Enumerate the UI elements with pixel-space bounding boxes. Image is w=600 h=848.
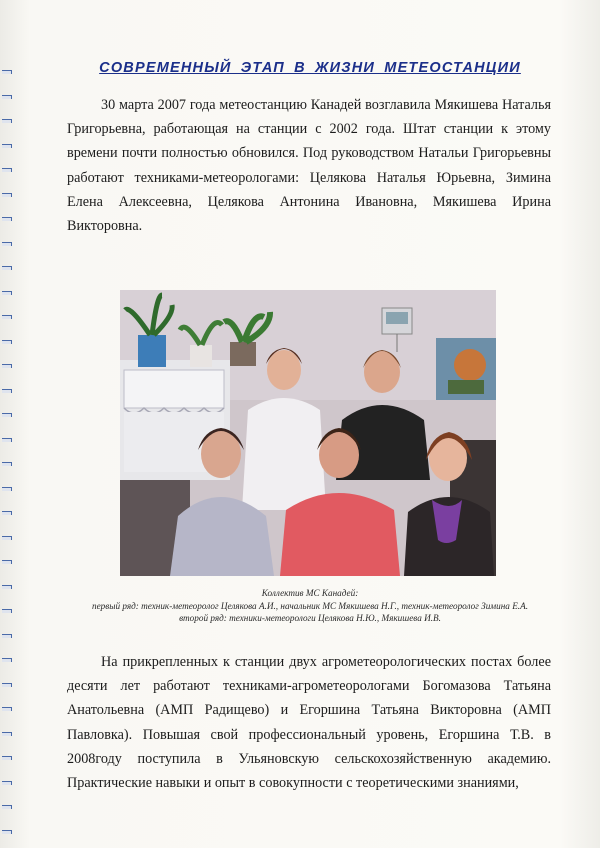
spiral-hole	[2, 438, 12, 442]
spiral-hole	[2, 487, 12, 491]
spiral-hole	[2, 315, 12, 319]
spiral-hole	[2, 781, 12, 785]
intro-paragraph: 30 марта 2007 года метеостанцию Канадей возглавила Мякишева Наталья Григорьевна, работающая на станции с 2002 года. Штат станции к этому времени почти полностью обновился. Под руководством Натальи Григорьевны работают техниками-метеорологами: Целякова Наталья Юрьевна, Зимина Елена Алексеевна, Целякова Антонина Ивановна, Мякишева Ирина Викторовна.	[67, 97, 551, 235]
spiral-hole	[2, 144, 12, 148]
spiral-hole	[2, 536, 12, 540]
spiral-hole	[2, 242, 12, 246]
page-heading: СОВРЕМЕННЫЙ ЭТАП В ЖИЗНИ МЕТЕОСТАНЦИИ	[99, 60, 521, 76]
spiral-hole	[2, 413, 12, 417]
spiral-hole	[2, 217, 12, 221]
photo-caption	[40, 587, 580, 625]
spiral-hole	[2, 732, 12, 736]
spiral-hole	[2, 95, 12, 99]
caption-first-row: первый ряд: техник-метеоролог Целякова А.И., начальник МС Мякишева Н.Г., техник-метеоролог Зимина Е.А.	[91, 600, 529, 611]
spiral-hole	[2, 168, 12, 172]
spiral-hole	[2, 389, 12, 393]
spiral-hole	[2, 462, 12, 466]
caption-second-row: второй ряд: техники-метеорологи Целякова Н.Ю., Мякишева И.В.	[179, 613, 441, 623]
spiral-hole	[2, 364, 12, 368]
spiral-hole	[2, 634, 12, 638]
spiral-hole	[2, 291, 12, 295]
spiral-hole	[2, 70, 12, 74]
spiral-hole	[2, 658, 12, 662]
spiral-hole	[2, 119, 12, 123]
spiral-hole	[2, 756, 12, 760]
spiral-hole	[2, 707, 12, 711]
spiral-hole	[2, 340, 12, 344]
group-photo	[120, 290, 496, 576]
spiral-hole	[2, 560, 12, 564]
spiral-hole	[2, 683, 12, 687]
spiral-hole	[2, 609, 12, 613]
spiral-hole	[2, 585, 12, 589]
spiral-hole	[2, 830, 12, 834]
spiral-hole	[2, 511, 12, 515]
spiral-hole	[2, 805, 12, 809]
spiral-hole	[2, 193, 12, 197]
spiral-hole	[2, 266, 12, 270]
caption-title: Коллектив МС Канадей:	[261, 588, 359, 598]
spiral-binding	[0, 70, 16, 840]
agro-posts-paragraph: На прикрепленных к станции двух агрометеорологических постах более десяти лет работают техниками-агрометеорологами Богомазова Татьяна Анатольевна (АМП Радищево) и Егоршина Татьяна Викторовна (АМП Павловка). Повышая свой профессиональный уровень, Егоршина Т.В. в 2008году поступила в Ульяновскую сельскохозяйственную академию. Практические навыки и опыт в совокупности с теоретическими знаниями,	[67, 654, 551, 792]
